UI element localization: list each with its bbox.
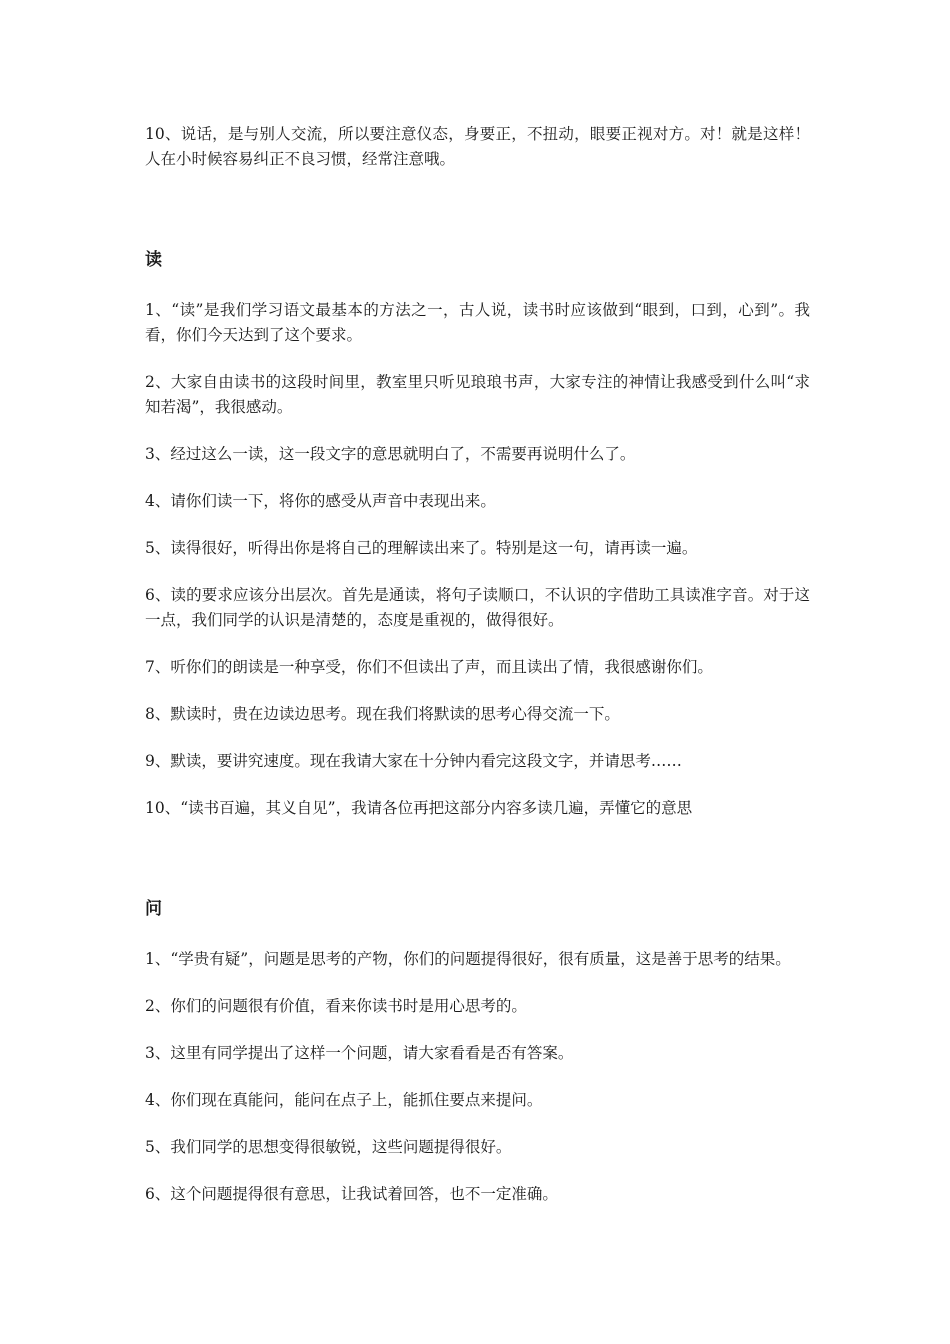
read-item-10: 10、“读书百遍，其义自见”，我请各位再把这部分内容多读几遍，弄懂它的意思	[145, 799, 693, 817]
read-item-2: 2、大家自由读书的这段时间里，教室里只听见琅琅书声，大家专注的神情让我感受到什么叫“求知若渴”，我很感动。	[145, 373, 810, 416]
document-page	[145, 122, 810, 1229]
ask-item-3: 3、这里有同学提出了这样一个问题，请大家看看是否有答案。	[145, 1044, 574, 1062]
ask-item-6: 6、这个问题提得很有意思，让我试着回答，也不一定准确。	[145, 1185, 558, 1203]
read-item-3: 3、经过这么一读，这一段文字的意思就明白了，不需要再说明什么了。	[145, 445, 636, 463]
section-spacer	[145, 843, 810, 897]
ask-item-2: 2、你们的问题很有价值，看来你读书时是用心思考的。	[145, 997, 527, 1015]
read-item-5: 5、读得很好，听得出你是将自己的理解读出来了。特别是这一句，请再读一遍。	[145, 539, 698, 557]
section-heading-read: 读	[145, 250, 162, 270]
section-spacer	[145, 194, 810, 248]
heading-spacer	[145, 272, 810, 298]
read-item-6: 6、读的要求应该分出层次。首先是通读，将句子读顺口，不认识的字借助工具读准字音。对于这一点，我们同学的认识是清楚的，态度是重视的，做得很好。	[145, 586, 810, 629]
ask-item-1: 1、“学贵有疑”，问题是思考的产物，你们的问题提得很好，很有质量，这是善于思考的结果。	[145, 950, 791, 968]
read-item-4: 4、请你们读一下，将你的感受从声音中表现出来。	[145, 492, 496, 510]
read-item-8: 8、默读时，贵在边读边思考。现在我们将默读的思考心得交流一下。	[145, 705, 620, 723]
read-item-9: 9、默读，要讲究速度。现在我请大家在十分钟内看完这段文字，并请思考……	[145, 752, 682, 770]
intro-item-10: 10、说话，是与别人交流，所以要注意仪态，身要正，不扭动，眼要正视对方。对！就是这样！人在小时候容易纠正不良习惯，经常注意哦。	[145, 125, 810, 168]
section-heading-ask: 问	[145, 899, 162, 919]
heading-spacer	[145, 921, 810, 947]
ask-item-5: 5、我们同学的思想变得很敏锐，这些问题提得很好。	[145, 1138, 512, 1156]
read-item-1: 1、“读”是我们学习语文最基本的方法之一，古人说，读书时应该做到“眼到，口到，心到”。我看，你们今天达到了这个要求。	[145, 301, 810, 344]
read-item-7: 7、听你们的朗读是一种享受，你们不但读出了声，而且读出了情，我很感谢你们。	[145, 658, 713, 676]
ask-item-4: 4、你们现在真能问，能问在点子上，能抓住要点来提问。	[145, 1091, 543, 1109]
